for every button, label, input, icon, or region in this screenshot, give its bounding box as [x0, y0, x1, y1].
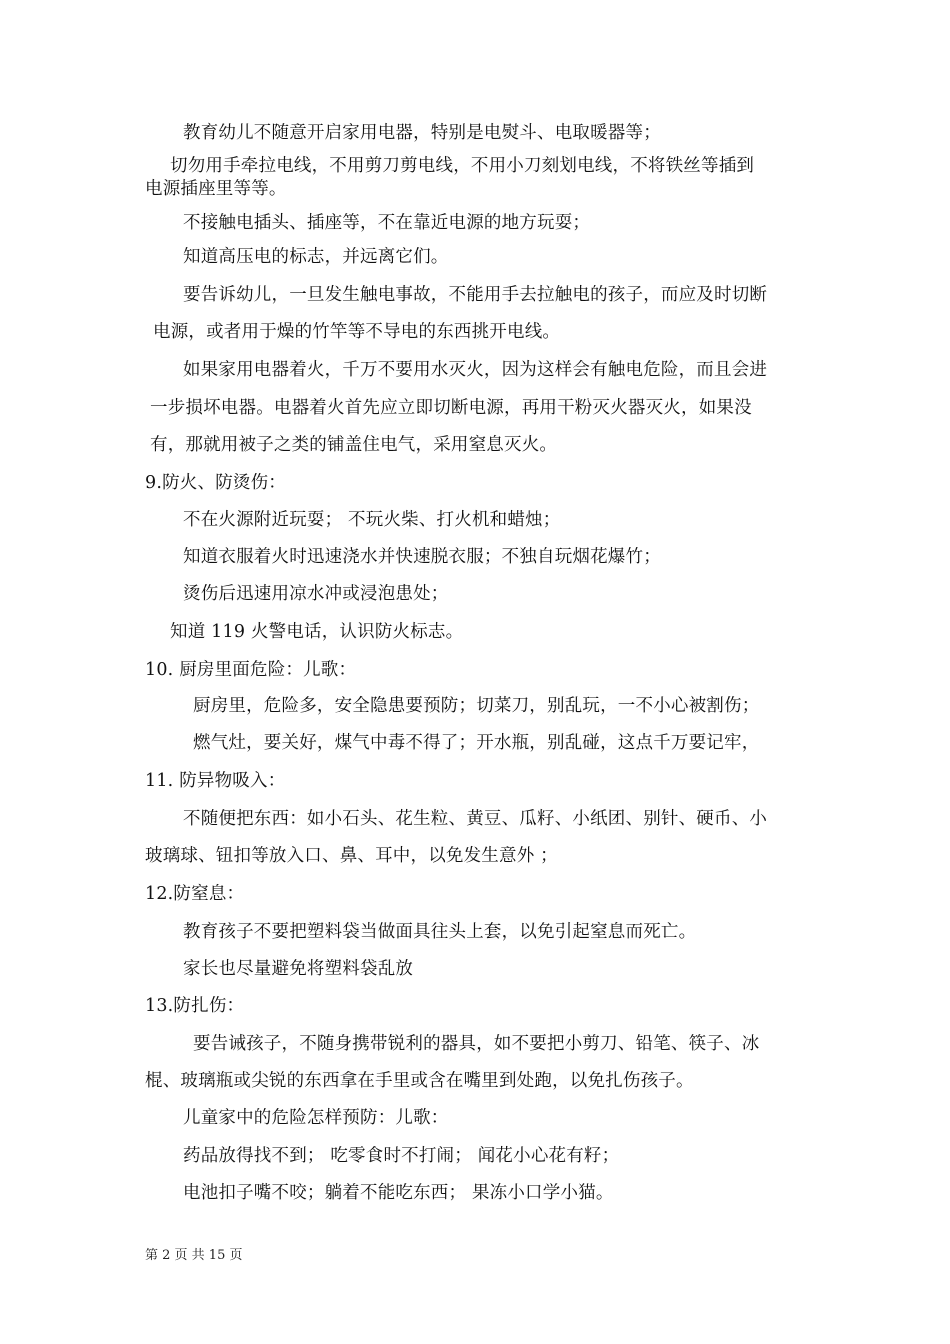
- text-line: 教育孩子不要把塑料袋当做面具往头上套，以免引起窒息而死亡。: [183, 922, 697, 942]
- text-line: 教育幼儿不随意开启家用电器，特别是电熨斗、电取暖器等；: [183, 123, 661, 143]
- text-line: 电池扣子嘴不咬；躺着不能吃东西； 果冻小口学小猫。: [183, 1183, 614, 1203]
- text-line: 如果家用电器着火，千万不要用水灭火，因为这样会有触电危险，而且会进: [183, 360, 768, 380]
- text-line: 儿童家中的危险怎样预防：儿歌：: [183, 1108, 449, 1128]
- text-line: 不接触电插头、插座等，不在靠近电源的地方玩耍；: [183, 213, 591, 233]
- text-line: 家长也尽量避免将塑料袋乱放: [183, 959, 414, 979]
- text-line: 药品放得找不到； 吃零食时不打闹； 闻花小心花有籽；: [183, 1146, 620, 1166]
- section-heading: 9.防火、防烫伤：: [145, 473, 286, 493]
- text-line: 厨房里，危险多，安全隐患要预防；切菜刀，别乱玩，一不小心被割伤；: [193, 696, 760, 716]
- section-heading: 10. 厨房里面危险：儿歌：: [145, 660, 357, 680]
- text-line: 电源，或者用于燥的竹竿等不导电的东西挑开电线。: [153, 322, 561, 342]
- text-line: 切勿用手牵拉电线，不用剪刀剪电线，不用小刀刻划电线，不将铁丝等插到: [170, 156, 755, 176]
- text-line: 棍、玻璃瓶或尖锐的东西拿在手里或含在嘴里到处跑，以免扎伤孩子。: [145, 1071, 694, 1091]
- page-footer: 第 2 页 共 15 页: [145, 1248, 243, 1263]
- text-line: 有，那就用被子之类的铺盖住电气，采用窒息灭火。: [150, 435, 558, 455]
- text-line: 要告诉幼儿，一旦发生触电事故，不能用手去拉触电的孩子，而应及时切断: [183, 285, 768, 305]
- text-line: 电源插座里等等。: [145, 179, 287, 199]
- section-heading: 13.防扎伤：: [145, 996, 245, 1016]
- text-line: 要告诫孩子，不随身携带锐利的器具，如不要把小剪刀、铅笔、筷子、冰: [193, 1034, 760, 1054]
- text-line: 知道 119 火警电话，认识防火标志。: [170, 622, 464, 642]
- text-line: 一步损坏电器。电器着火首先应立即切断电源，再用干粉灭火器灭火，如果没: [150, 398, 752, 418]
- text-line: 烫伤后迅速用凉水冲或浸泡患处；: [183, 584, 449, 604]
- text-line: 不随便把东西：如小石头、花生粒、黄豆、瓜籽、小纸团、别针、硬币、小: [183, 809, 768, 829]
- text-line: 燃气灶，要关好，煤气中毒不得了；开水瓶，别乱碰，这点千万要记牢，: [193, 733, 760, 753]
- text-line: 不在火源附近玩耍； 不玩火柴、打火机和蜡烛；: [183, 510, 561, 530]
- text-line: 知道衣服着火时迅速浇水并快速脱衣服；不独自玩烟花爆竹；: [183, 547, 661, 567]
- section-heading: 12.防窒息：: [145, 884, 245, 904]
- section-heading: 11. 防异物吸入：: [145, 771, 286, 791]
- text-line: 知道高压电的标志，并远离它们。: [183, 247, 449, 267]
- text-line: 玻璃球、钮扣等放入口、鼻、耳中，以免发生意外 ；: [145, 846, 558, 866]
